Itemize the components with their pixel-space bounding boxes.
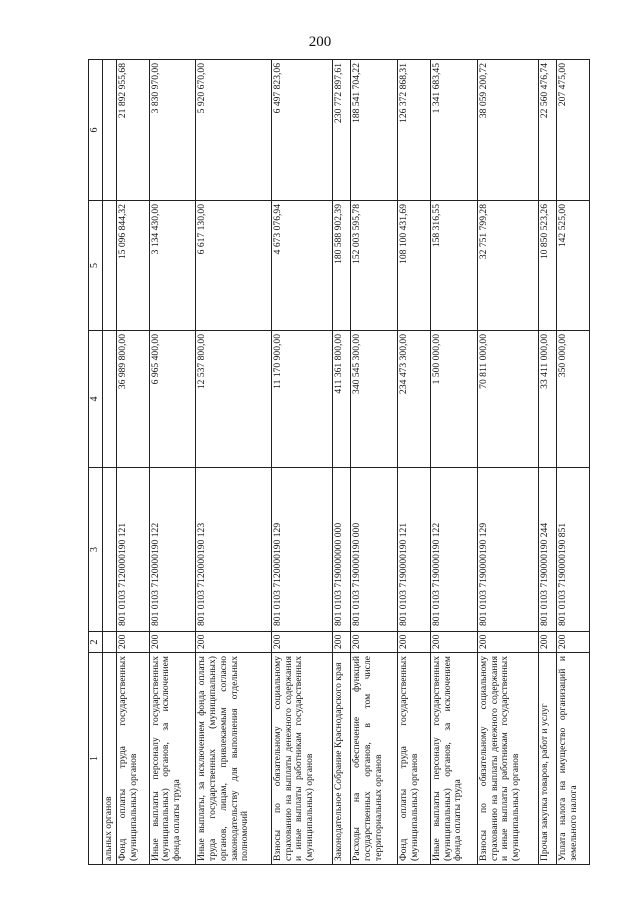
row-code-cell: 801 0103 7120000190 129	[271, 468, 332, 632]
row-col4-cell: 6 965 400,00	[149, 331, 196, 468]
row-col5-cell: 180 588 902,39	[333, 201, 351, 331]
row-col4-cell: 33 411 000,00	[539, 331, 557, 468]
row-col2-cell: 200	[557, 632, 590, 653]
continuation-text: альных органов	[103, 653, 117, 865]
rotated-table-wrapper	[88, 60, 590, 865]
table-row	[477, 60, 538, 865]
row-col6-cell: 207 475,00	[557, 60, 590, 201]
row-col2-cell: 200	[430, 632, 477, 653]
table-row	[539, 60, 557, 865]
row-col2-cell: 200	[149, 632, 196, 653]
header-cell-6: 6	[89, 60, 103, 201]
row-col2-cell: 200	[477, 632, 538, 653]
row-code-cell: 801 0103 7190000190 129	[477, 468, 538, 632]
row-name-cell: Взносы по обязательному социальному страхованию на выплаты денежного содержания и иные выплаты работникам государственных (муниципальных) органов	[477, 653, 538, 865]
row-col2-cell: 200	[271, 632, 332, 653]
row-col4-cell: 340 545 300,00	[351, 331, 398, 468]
header-row	[89, 60, 103, 865]
header-cell-3: 3	[89, 468, 103, 632]
row-col5-cell: 108 100 431,69	[398, 201, 431, 331]
row-name-cell: Взносы по обязательному социальному страхованию на выплаты денежного содержания и иные выплаты работникам государственных (муниципальных) органов	[271, 653, 332, 865]
row-col4-cell: 12 537 800,00	[196, 331, 272, 468]
table-row	[351, 60, 398, 865]
row-col2-cell: 200	[333, 632, 351, 653]
row-col4-cell: 70 811 000,00	[477, 331, 538, 468]
row-name-cell: Расходы на обеспечение функций государственных органов, в том числе территориальных органов	[351, 653, 398, 865]
row-col5-cell: 15 096 844,32	[117, 201, 150, 331]
header-cell-2: 2	[89, 632, 103, 653]
row-name-cell: Фонд оплаты труда государственных (муниципальных) органов	[398, 653, 431, 865]
row-code-cell: 801 0103 7190000190 244	[539, 468, 557, 632]
row-col4-cell: 1 500 000,00	[430, 331, 477, 468]
row-col2-cell: 200	[539, 632, 557, 653]
row-code-cell: 801 0103 7120000190 121	[117, 468, 150, 632]
row-col4-cell: 234 473 300,00	[398, 331, 431, 468]
table-row	[398, 60, 431, 865]
row-col5-cell: 4 673 076,94	[271, 201, 332, 331]
row-col6-cell: 22 560 476,74	[539, 60, 557, 201]
table-row	[196, 60, 272, 865]
row-col5-cell: 32 751 799,28	[477, 201, 538, 331]
table-row	[333, 60, 351, 865]
table-row	[557, 60, 590, 865]
row-name-cell: Иные выплаты, за исключением фонда оплаты труда государственных (муниципальных) органов, лицам, привлекаемым согласно законодательству для выполнения отдельных полномочий	[196, 653, 272, 865]
row-code-cell: 801 0103 7190000190 851	[557, 468, 590, 632]
row-col5-cell: 142 525,00	[557, 201, 590, 331]
header-cell-4: 4	[89, 331, 103, 468]
budget-table	[88, 59, 590, 865]
header-cell-1: 1	[89, 653, 103, 865]
row-col4-cell: 350 000,00	[557, 331, 590, 468]
row-code-cell: 801 0103 7190000190 000	[351, 468, 398, 632]
row-col6-cell: 21 892 955,68	[117, 60, 150, 201]
row-code-cell: 801 0103 7190000190 121	[398, 468, 431, 632]
row-col6-cell: 6 497 823,06	[271, 60, 332, 201]
row-col6-cell: 1 341 683,45	[430, 60, 477, 201]
row-col4-cell: 36 989 800,00	[117, 331, 150, 468]
row-col4-cell: 11 170 900,00	[271, 331, 332, 468]
row-name-cell: Законодательное Собрание Краснодарского края	[333, 653, 351, 865]
row-col2-cell: 200	[398, 632, 431, 653]
row-col6-cell: 230 772 897,61	[333, 60, 351, 201]
table-row	[149, 60, 196, 865]
row-col2-cell: 200	[351, 632, 398, 653]
row-name-cell: Прочая закупка товаров, работ и услуг	[539, 653, 557, 865]
table-row	[117, 60, 150, 865]
row-col5-cell: 152 003 595,78	[351, 201, 398, 331]
row-name-cell: Фонд оплаты труда государственных (муниципальных) органов	[117, 653, 150, 865]
continuation-row	[103, 60, 117, 865]
row-code-cell: 801 0103 7190000190 122	[430, 468, 477, 632]
row-col4-cell: 411 361 800,00	[333, 331, 351, 468]
row-col5-cell: 158 316,55	[430, 201, 477, 331]
row-col2-cell: 200	[117, 632, 150, 653]
row-name-cell: Иные выплаты персоналу государственных (муниципальных) органов, за исключением фонда оплаты труда	[430, 653, 477, 865]
page-number: 200	[308, 34, 332, 50]
row-col6-cell: 5 920 670,00	[196, 60, 272, 201]
row-col6-cell: 188 541 704,22	[351, 60, 398, 201]
row-name-cell: Иные выплаты персоналу государственных (муниципальных) органов, за исключением фонда оплаты труда	[149, 653, 196, 865]
row-col5-cell: 10 850 523,26	[539, 201, 557, 331]
row-col2-cell: 200	[196, 632, 272, 653]
row-name-cell: Уплата налога на имущество организаций и земельного налога	[557, 653, 590, 865]
row-code-cell: 801 0103 7120000190 122	[149, 468, 196, 632]
row-col6-cell: 3 830 970,00	[149, 60, 196, 201]
row-col5-cell: 3 134 430,00	[149, 201, 196, 331]
row-col6-cell: 126 372 868,31	[398, 60, 431, 201]
header-cell-5: 5	[89, 201, 103, 331]
table-row	[430, 60, 477, 865]
row-code-cell: 801 0103 7190000000 000	[333, 468, 351, 632]
row-code-cell: 801 0103 7120000190 123	[196, 468, 272, 632]
table-row	[271, 60, 332, 865]
row-col6-cell: 38 059 200,72	[477, 60, 538, 201]
row-col5-cell: 6 617 130,00	[196, 201, 272, 331]
